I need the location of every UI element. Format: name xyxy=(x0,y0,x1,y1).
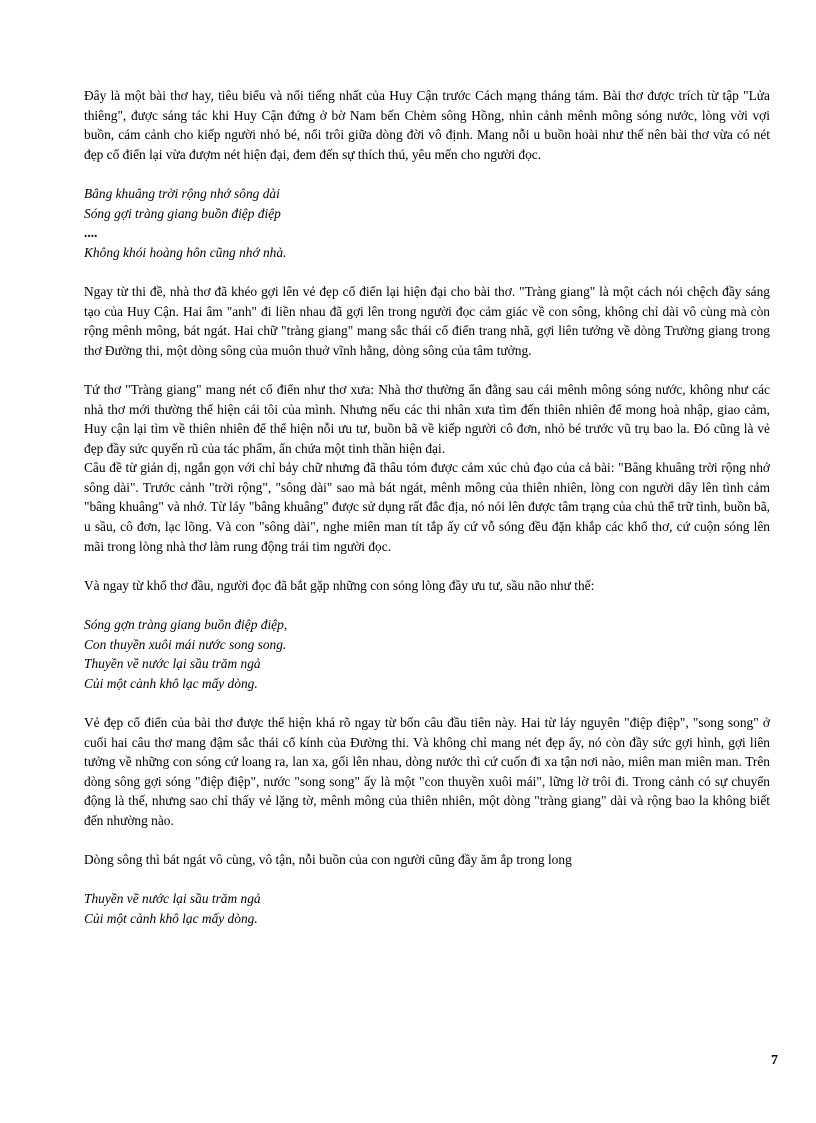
verse-closing xyxy=(84,889,770,928)
verse-line: Con thuyền xuôi mái nước song song. xyxy=(84,636,287,652)
page-number: 7 xyxy=(771,1053,778,1068)
verse-line: Không khói hoàng hôn cũng nhớ nhà. xyxy=(84,244,287,260)
paragraph-epigraph-analysis: Câu đề từ giản dị, ngắn gọn với chỉ bảy chữ nhưng đã thâu tóm được cảm xúc chủ đạo của cả bài: "Bâng khuâng trời rộng nhớ sông dài". Trước cảnh "trời rộng", "sông dài" sao mà bát ngát, mênh mông của thiên nhiên, lòng con người dây lên tình cảm "bâng khuâng" và nhớ. Từ láy "bâng khuâng" được sử dụng rất đắc địa, nó nói lên được tâm trạng của chủ thể trữ tình, buồn bã, u sầu, cô đơn, lạc lõng. Và con "sông dài", nghe miên man tít tắp ấy cứ vỗ sóng đều đặn khắp các khổ thơ, cứ cuộn sóng lên mãi trong lòng nhà thơ làm rung động trái tim người đọc. xyxy=(84,460,770,554)
verse-line: Bâng khuâng trời rộng nhớ sông dài xyxy=(84,185,280,201)
verse-line: Củi một cành khô lạc mấy dòng. xyxy=(84,675,258,691)
paragraph-classic-beauty: Vẻ đẹp cổ điển của bài thơ được thể hiện khá rõ ngay từ bốn câu đầu tiên này. Hai từ láy nguyên "điệp điệp", "song song" ở cuối hai câu thơ mang đậm sắc thái cổ kính của Đường thi. Và không chỉ mang nét đẹp ấy, nó còn đầy sức gợi hình, gợi liên tưởng về những con sóng cứ loang ra, lan xa, gối lên nhau, dòng nước thì cứ cuốn đi xa tận nơi nào, miên man miên man. Trên dòng sông gợi sóng "điệp điệp", nước "song song" ấy là một "con thuyền xuôi mái", lững lờ trôi đi. Trong cảnh có sự chuyển động là thế, nhưng sao chỉ thấy vẻ lặng tờ, mênh mông của thiên nhiên, một dòng "tràng giang" dài và rộng bao la không biết đến nhường nào. xyxy=(84,715,770,828)
verse-line: Thuyền về nước lại sầu trăm ngả xyxy=(84,891,261,907)
paragraph-theme-analysis: Tứ thơ "Tràng giang" mang nét cổ điển như thơ xưa: Nhà thơ thường ẩn đằng sau cái mênh mông sóng nước, không như các nhà thơ mới thường thể hiện cái tôi của mình. Nhưng nếu các thi nhân xưa tìm đến thiên nhiên để mong hoà nhập, giao cảm, Huy cận lại tìm về thiên nhiên để thể hiện nỗi ưu tư, buồn bã về kiếp người cô đơn, nhỏ bé trước vũ trụ bao la. Đó cũng là vẻ đẹp đầy sức quyến rũ của tác phẩm, ẩn chứa một tinh thần hiện đại. xyxy=(84,381,770,456)
verse-line: Sóng gợi tràng giang buồn điệp điệp xyxy=(84,205,281,221)
verse-line: Thuyền về nước lại sầu trăm ngả xyxy=(84,656,261,672)
verse-first-stanza xyxy=(84,615,770,693)
paragraph-river-sorrow: Dòng sông thì bát ngát vô cùng, vô tận, nỗi buồn của con người cũng đầy ăm ắp trong long xyxy=(84,852,572,868)
paragraph-title-analysis: Ngay từ thi đề, nhà thơ đã khéo gợi lên vẻ đẹp cổ điển lại hiện đại cho bài thơ. "Tràng giang" là một cách nói chệch đầy sáng tạo của Huy Cận. Hai âm "anh" đi liền nhau đã gợi lên trong người đọc cảm giác về con sông, không chỉ dài vô cùng mà còn rộng mênh mông, bát ngát. Hai chữ "tràng giang" mang sắc thái cổ điển trang nhã, gợi liên tưởng về dòng Trường giang trong thơ Đường thi, một dòng sông của muôn thuở vĩnh hằng, dòng sông của tâm tưởng. xyxy=(84,283,770,358)
verse-ellipsis: .... xyxy=(84,225,98,241)
paragraph-intro: Đây là một bài thơ hay, tiêu biểu và nổi tiếng nhất của Huy Cận trước Cách mạng tháng tám. Bài thơ được trích từ tập "Lửa thiêng", được sáng tác khi Huy Cận đứng ở bờ Nam bến Chèm sông Hồng, nhìn cảnh mênh mông sóng nước, lòng vời vợi buồn, cám cảnh cho kiếp người nhỏ bé, nổi trôi giữa dòng đời vô định. Mang nỗi u buồn hoài như thế nên bài thơ vừa có nét đẹp cổ điển lại vừa đượm nét hiện đại, đem đến sự thích thú, yêu mến cho người đọc. xyxy=(84,88,770,162)
document-page xyxy=(84,86,770,948)
verse-epigraph xyxy=(84,184,770,262)
paragraph-stanza-intro: Và ngay từ khổ thơ đầu, người đọc đã bắt gặp những con sóng lòng đầy ưu tư, sầu não như thế: xyxy=(84,577,595,593)
verse-line: Sóng gợn tràng giang buồn điệp điệp, xyxy=(84,617,288,633)
verse-line: Củi một cành khô lạc mấy dòng. xyxy=(84,910,258,926)
